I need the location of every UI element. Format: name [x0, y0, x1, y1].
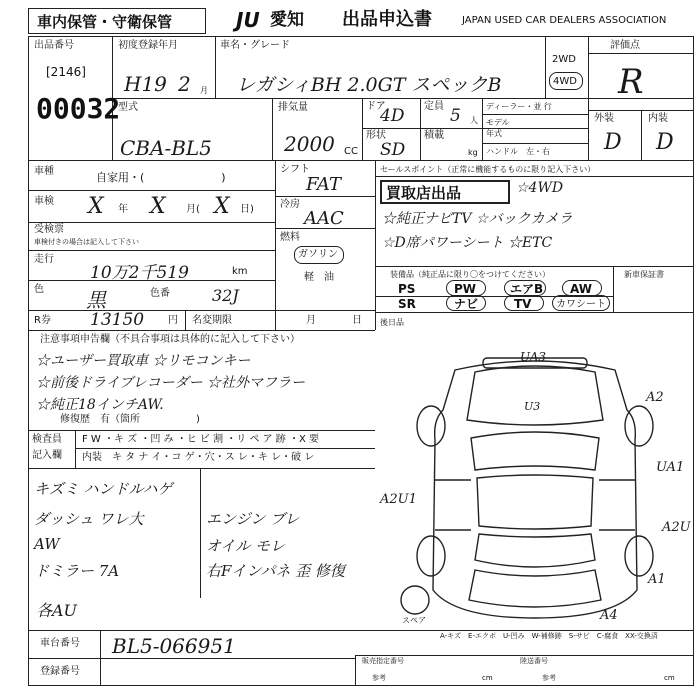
- equip-tv: TV: [514, 297, 532, 311]
- r-ticket-label: R券: [34, 315, 51, 326]
- damage-a2u1: A2U1: [380, 492, 417, 507]
- color-no-label: 色番: [150, 288, 170, 299]
- damage-a1: A1: [648, 572, 666, 587]
- lot-number-label: 出品番号: [34, 40, 74, 51]
- exterior-grade: D: [604, 130, 622, 155]
- ref-label-1: 参考: [372, 674, 386, 682]
- model-year-top: モデル: [486, 118, 510, 127]
- mileage-label: 走行: [34, 254, 54, 265]
- color-no: 32J: [212, 286, 239, 305]
- load-label: 積載: [424, 130, 444, 141]
- entry-column-label: 記入欄: [32, 450, 62, 461]
- windshield: [471, 432, 599, 470]
- equip-sr: SR: [398, 297, 416, 311]
- equip-navi: ナビ: [454, 297, 479, 311]
- rear-window: [475, 534, 595, 567]
- inspection-month-unit: 月(: [186, 204, 200, 215]
- handle-label: ハンドル 左・右: [486, 147, 550, 156]
- first-reg-month-unit: 月: [200, 86, 208, 95]
- chassis-number: BL5-066951: [112, 634, 236, 658]
- interior-label: 内装: [648, 113, 668, 124]
- form-title: 出品申込書: [342, 9, 432, 30]
- mileage: 10万2千519: [90, 263, 189, 283]
- displacement-label: 排気量: [278, 102, 308, 113]
- roof: [477, 475, 593, 529]
- sales-point-1: ☆4WD: [516, 180, 564, 196]
- storage-label: 車内保管・守衛保管: [37, 13, 173, 31]
- capacity: 5: [450, 106, 461, 126]
- fw-row: F W ・キ ズ ・凹 み ・ヒ ビ 割 ・リ ペ ア 跡 ・X 要: [82, 434, 319, 445]
- dealer-parallel: ディーラー・並 行: [486, 102, 552, 111]
- remark-3: エンジン ブレ: [206, 510, 300, 528]
- form-subtitle: JAPAN USED CAR DEALERS ASSOCIATION: [462, 15, 667, 26]
- inspector-label: 検査員: [32, 434, 62, 445]
- displacement: 2000: [284, 132, 335, 156]
- doors-label: ドア: [366, 101, 386, 112]
- remark-1: キズミ ハンドルハゲ: [34, 480, 173, 498]
- repair-history-close: ): [196, 414, 200, 425]
- damage-u3: U3: [524, 400, 541, 413]
- people-unit: 人: [470, 116, 478, 125]
- trunk: [469, 570, 601, 607]
- r-ticket: 13150: [90, 310, 145, 330]
- capacity-label: 定員: [424, 101, 444, 112]
- cc-unit: CC: [344, 146, 358, 157]
- model-type: CBA-BL5: [120, 136, 212, 160]
- door-right: [599, 480, 635, 530]
- remark-5: オイル モレ: [206, 537, 286, 555]
- inspection-day: X: [214, 194, 230, 219]
- kg-unit: kg: [468, 148, 478, 157]
- ref-label-2: 参考: [542, 674, 556, 682]
- logo-text: JU: [236, 8, 260, 32]
- door-left: [435, 480, 471, 530]
- chassis-label: 車台番号: [40, 638, 80, 649]
- equip-airbag: エアB: [510, 282, 544, 296]
- yen-unit: 円: [168, 315, 178, 326]
- shape: SD: [380, 140, 406, 160]
- wheel-fl: [417, 406, 445, 446]
- name-change-month: 月: [306, 315, 316, 326]
- new-warranty-label: 新車保証書: [624, 270, 664, 279]
- wheel-fr: [625, 406, 653, 446]
- remark-6: ドミラー 7A: [34, 562, 120, 580]
- remark-8: 各AU: [36, 601, 78, 620]
- usage-text: 自家用・( ): [96, 171, 226, 184]
- rating-label: 評価点: [610, 40, 640, 51]
- lot-number: 00032: [36, 92, 121, 125]
- spare-label: スペア: [402, 616, 426, 625]
- equipment-label: 装備品（純正品に限り〇をつけてください）: [390, 270, 550, 279]
- cooling-label: 冷房: [280, 199, 300, 210]
- note-1: ☆ユーザー買取車 ☆リモコンキー: [36, 353, 251, 369]
- drive-4wd: 4WD: [553, 76, 577, 87]
- inspection-year: X: [88, 194, 104, 219]
- km-unit: km: [232, 266, 248, 277]
- notes-label: 注意事項申告欄（不具合事項は具体的に記入して下さい）: [40, 334, 300, 345]
- storage-label-box: [28, 8, 206, 34]
- shape-label: 形状: [366, 130, 386, 141]
- reg-label: 登録番号: [40, 666, 80, 677]
- fuel-gasoline: ガソリン: [298, 249, 338, 260]
- check-ticket-sub: 車検付きの場合は記入して下さい: [34, 238, 139, 246]
- car-diagram: [375, 330, 694, 630]
- shift-label: シフト: [280, 164, 310, 175]
- damage-a2: A2: [646, 390, 664, 405]
- model-type-label: 型式: [118, 102, 138, 113]
- after-label: 後日品: [380, 318, 404, 327]
- exterior-label: 外装: [594, 113, 614, 124]
- drive-2wd: 2WD: [552, 54, 576, 65]
- note-3: ☆純正18インチAW.: [36, 397, 164, 413]
- damage-a2u: A2U: [662, 520, 691, 535]
- buyer-stamp: 買取店出品: [380, 180, 510, 204]
- usage-label: 車種: [34, 166, 54, 177]
- damage-ua1: UA1: [656, 460, 685, 475]
- lot-prefix: [2146]: [46, 65, 86, 79]
- color-label: 色: [34, 284, 44, 295]
- interior-grade: D: [656, 130, 674, 155]
- wheel-rl: [417, 536, 445, 576]
- equip-pw: PW: [454, 282, 477, 296]
- fuel-label: 燃料: [280, 232, 300, 243]
- note-2: ☆前後ドライブレコーダー ☆社外マフラー: [36, 375, 306, 391]
- color: 黒: [86, 288, 106, 312]
- first-reg-year: H19: [124, 72, 167, 96]
- cooling: AAC: [304, 208, 344, 229]
- check-ticket-label: 受検票: [34, 224, 64, 235]
- remark-2: ダッシュ ワレ大: [34, 510, 144, 528]
- damage-legend: A-キズ E-エクボ U-凹み W-補修跡 S-サビ C-腐食 XX-交換済: [440, 632, 658, 640]
- inspection-year-unit: 年: [118, 204, 128, 215]
- dealer-spec-label: 販売指定番号: [362, 657, 404, 665]
- cm-unit-2: cm: [664, 674, 675, 682]
- name-change-label: 名変期限: [192, 315, 232, 326]
- rating-value: R: [618, 62, 644, 102]
- repair-history-label: 修復歴 有（箇所: [60, 414, 140, 425]
- inspection-day-unit: 日): [240, 204, 254, 215]
- car-name-label: 車名・グレード: [220, 40, 290, 51]
- fuel-diesel: 軽 油: [304, 272, 334, 283]
- shipping-label: 陸送番号: [520, 657, 548, 665]
- sales-points-label: セールスポイント（正常に機能するものに限り記入下さい）: [380, 165, 596, 174]
- equip-ps: PS: [398, 282, 416, 296]
- sales-point-3: ☆D席パワーシート ☆ETC: [382, 235, 553, 251]
- doors: 4D: [380, 106, 405, 126]
- remark-4: AW: [34, 535, 60, 553]
- equip-aw: AW: [570, 282, 592, 296]
- name-change-day: 日: [352, 315, 362, 326]
- damage-a4: A4: [600, 608, 618, 623]
- damage-ua3: UA3: [520, 350, 547, 364]
- hood-outline: [467, 366, 603, 425]
- shift: FAT: [306, 174, 341, 195]
- sales-point-2: ☆純正ナビTV ☆バックカメラ: [382, 211, 573, 227]
- cm-unit-1: cm: [482, 674, 493, 682]
- logo-region: 愛知: [270, 10, 304, 30]
- interior-row: 内装 キ タ ナ イ・コ ゲ・穴・ス レ・キ レ・破 レ: [82, 452, 315, 463]
- spare-tire: [401, 586, 429, 614]
- remark-7: 右Fインパネ 歪 修復: [206, 562, 345, 580]
- car-name: レガシィBH 2.0GT スペックB: [236, 74, 502, 96]
- model-year-bottom: 年式: [486, 129, 502, 138]
- first-reg-month: 2: [178, 72, 191, 96]
- first-reg-label: 初度登録年月: [118, 40, 178, 51]
- inspection-month: X: [150, 194, 166, 219]
- equip-power-seat: カワシート: [556, 299, 606, 310]
- wheel-rr: [625, 536, 653, 576]
- inspection-label: 車検: [34, 196, 54, 207]
